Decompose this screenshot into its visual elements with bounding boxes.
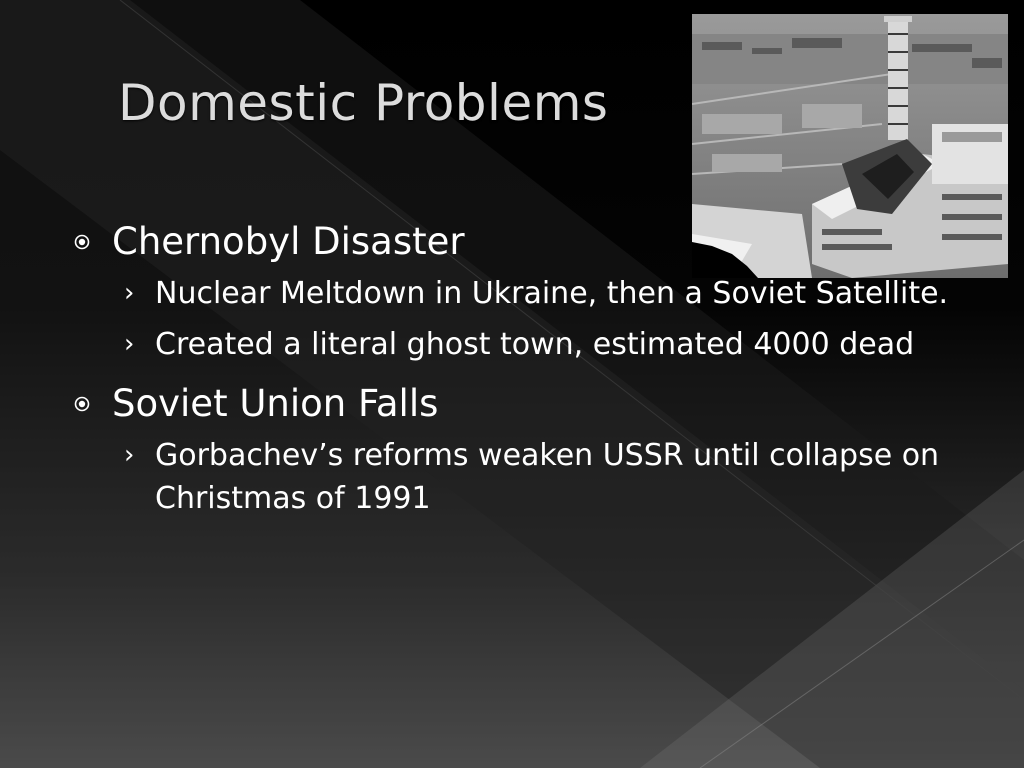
sub-bullet-text: Gorbachev’s reforms weaken USSR until collapse on Christmas of 1991 [155,438,940,516]
chevron-bullet-icon: › [124,440,135,470]
sub-bullet-text: Nuclear Meltdown in Ukraine, then a Soviet Satellite. [155,276,949,311]
sub-bullet-item [72,434,965,520]
bullet-text: Chernobyl Disaster [112,220,465,263]
sub-bullet-item [72,272,965,315]
slide-title: Domestic Problems [118,74,609,132]
target-bullet-icon [74,396,90,412]
bullet-item-chernobyl [72,218,972,266]
bullet-item-soviet-union [72,380,972,428]
sub-bullet-text: Created a literal ghost town, estimated 4000 dead [155,327,915,362]
chevron-bullet-icon: › [124,278,135,308]
bullet-list [72,218,972,528]
bullet-text: Soviet Union Falls [112,382,439,425]
chevron-bullet-icon: › [124,329,135,359]
target-bullet-icon [74,234,90,250]
sub-bullet-list [72,434,972,520]
sub-bullet-list [72,272,972,366]
sub-bullet-item [72,323,965,366]
